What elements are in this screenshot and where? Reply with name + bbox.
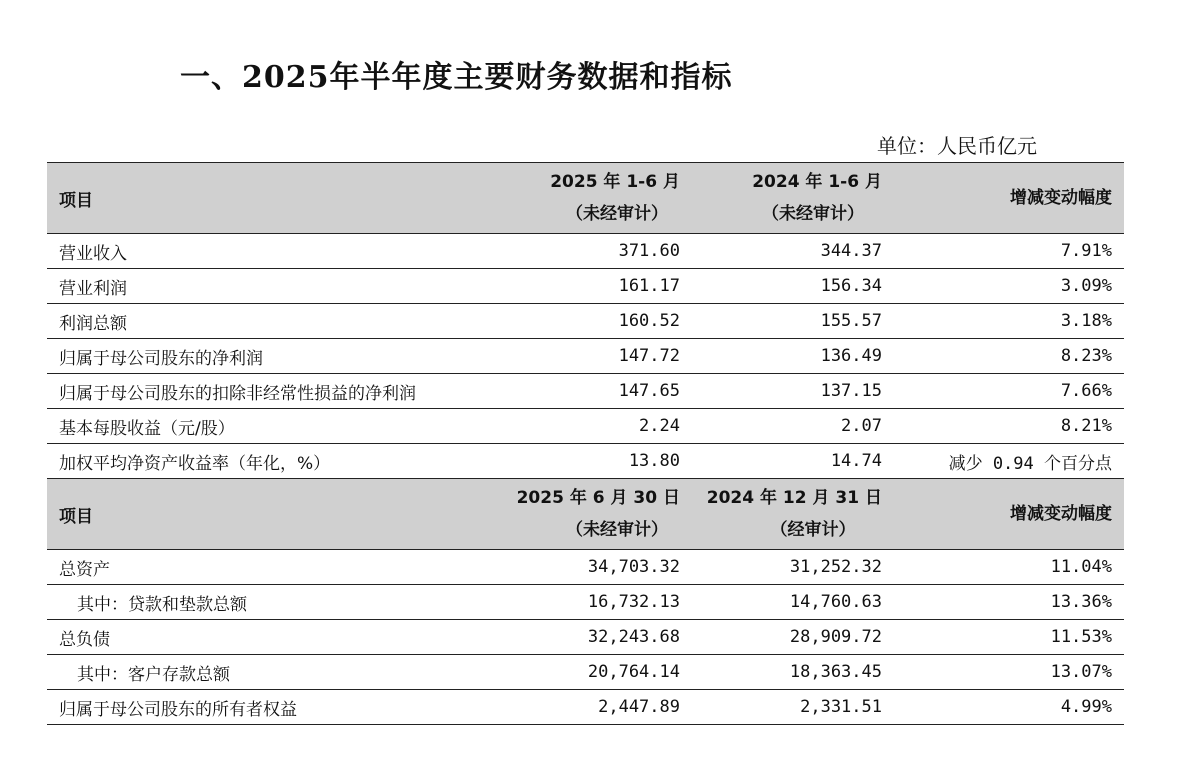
row-current-value: 32,243.68 bbox=[502, 620, 692, 655]
table-row bbox=[47, 339, 1124, 374]
row-prior-value: 18,363.45 bbox=[692, 655, 894, 690]
row-current-value: 20,764.14 bbox=[502, 655, 692, 690]
row-label: 归属于母公司股东的所有者权益 bbox=[47, 690, 502, 725]
table-row bbox=[47, 620, 1124, 655]
header-current-period-date: 2025 年 6 月 30 日 bbox=[516, 488, 680, 508]
header-current-period-audit: （未经审计） bbox=[566, 520, 668, 540]
row-current-value: 13.80 bbox=[502, 444, 692, 479]
row-change: 4.99% bbox=[894, 690, 1124, 725]
table-row bbox=[47, 409, 1124, 444]
table-row bbox=[47, 585, 1124, 620]
row-current-value: 160.52 bbox=[502, 304, 692, 339]
row-change: 11.04% bbox=[894, 550, 1124, 585]
row-label: 总负债 bbox=[47, 620, 502, 655]
row-current-value: 147.72 bbox=[502, 339, 692, 374]
table-row bbox=[47, 444, 1124, 479]
unit-label: 单位：人民币亿元 bbox=[877, 134, 1037, 158]
row-current-value: 16,732.13 bbox=[502, 585, 692, 620]
header-current-period-date: 2025 年 1-6 月 bbox=[550, 172, 680, 192]
row-change: 减少 0.94 个百分点 bbox=[894, 444, 1124, 479]
table-row bbox=[47, 550, 1124, 585]
row-label: 加权平均净资产收益率（年化，%） bbox=[47, 444, 502, 479]
row-change: 3.18% bbox=[894, 304, 1124, 339]
row-prior-value: 155.57 bbox=[692, 304, 894, 339]
row-current-value: 371.60 bbox=[502, 234, 692, 269]
row-prior-value: 137.15 bbox=[692, 374, 894, 409]
table-header-row bbox=[47, 479, 1124, 550]
row-change: 13.07% bbox=[894, 655, 1124, 690]
row-current-value: 147.65 bbox=[502, 374, 692, 409]
row-change: 13.36% bbox=[894, 585, 1124, 620]
header-item: 项目 bbox=[47, 479, 502, 550]
table-row bbox=[47, 234, 1124, 269]
table-row bbox=[47, 374, 1124, 409]
row-prior-value: 14.74 bbox=[692, 444, 894, 479]
row-label: 利润总额 bbox=[47, 304, 502, 339]
row-label: 其中：客户存款总额 bbox=[47, 655, 502, 690]
row-label: 总资产 bbox=[47, 550, 502, 585]
row-change: 8.23% bbox=[894, 339, 1124, 374]
header-prior-period-audit: （未经审计） bbox=[762, 204, 864, 224]
row-change: 8.21% bbox=[894, 409, 1124, 444]
row-current-value: 2,447.89 bbox=[502, 690, 692, 725]
row-label: 归属于母公司股东的净利润 bbox=[47, 339, 502, 374]
header-prior-period-audit: （经审计） bbox=[770, 520, 856, 540]
header-current-period-audit: （未经审计） bbox=[566, 204, 668, 224]
header-prior-period-date: 2024 年 1-6 月 bbox=[752, 172, 882, 192]
row-change: 7.91% bbox=[894, 234, 1124, 269]
header-prior-period bbox=[692, 163, 894, 234]
row-prior-value: 31,252.32 bbox=[692, 550, 894, 585]
table-row bbox=[47, 655, 1124, 690]
header-change: 增减变动幅度 bbox=[894, 163, 1124, 234]
row-change: 11.53% bbox=[894, 620, 1124, 655]
table-header-row bbox=[47, 163, 1124, 234]
row-current-value: 2.24 bbox=[502, 409, 692, 444]
row-label: 其中：贷款和垫款总额 bbox=[47, 585, 502, 620]
financial-table bbox=[47, 162, 1124, 725]
page-title: 一、2025年半年度主要财务数据和指标 bbox=[180, 60, 733, 95]
row-current-value: 34,703.32 bbox=[502, 550, 692, 585]
header-current-period bbox=[502, 163, 692, 234]
header-item: 项目 bbox=[47, 163, 502, 234]
header-prior-period bbox=[692, 479, 894, 550]
header-change: 增减变动幅度 bbox=[894, 479, 1124, 550]
row-label: 基本每股收益（元/股） bbox=[47, 409, 502, 444]
row-label: 归属于母公司股东的扣除非经常性损益的净利润 bbox=[47, 374, 502, 409]
row-prior-value: 136.49 bbox=[692, 339, 894, 374]
row-prior-value: 2,331.51 bbox=[692, 690, 894, 725]
table-row bbox=[47, 304, 1124, 339]
row-current-value: 161.17 bbox=[502, 269, 692, 304]
row-label: 营业利润 bbox=[47, 269, 502, 304]
row-change: 7.66% bbox=[894, 374, 1124, 409]
header-current-period bbox=[502, 479, 692, 550]
row-prior-value: 344.37 bbox=[692, 234, 894, 269]
row-change: 3.09% bbox=[894, 269, 1124, 304]
row-prior-value: 156.34 bbox=[692, 269, 894, 304]
row-prior-value: 28,909.72 bbox=[692, 620, 894, 655]
table-row bbox=[47, 269, 1124, 304]
table-row bbox=[47, 690, 1124, 725]
row-label: 营业收入 bbox=[47, 234, 502, 269]
header-prior-period-date: 2024 年 12 月 31 日 bbox=[706, 488, 882, 508]
row-prior-value: 2.07 bbox=[692, 409, 894, 444]
row-prior-value: 14,760.63 bbox=[692, 585, 894, 620]
